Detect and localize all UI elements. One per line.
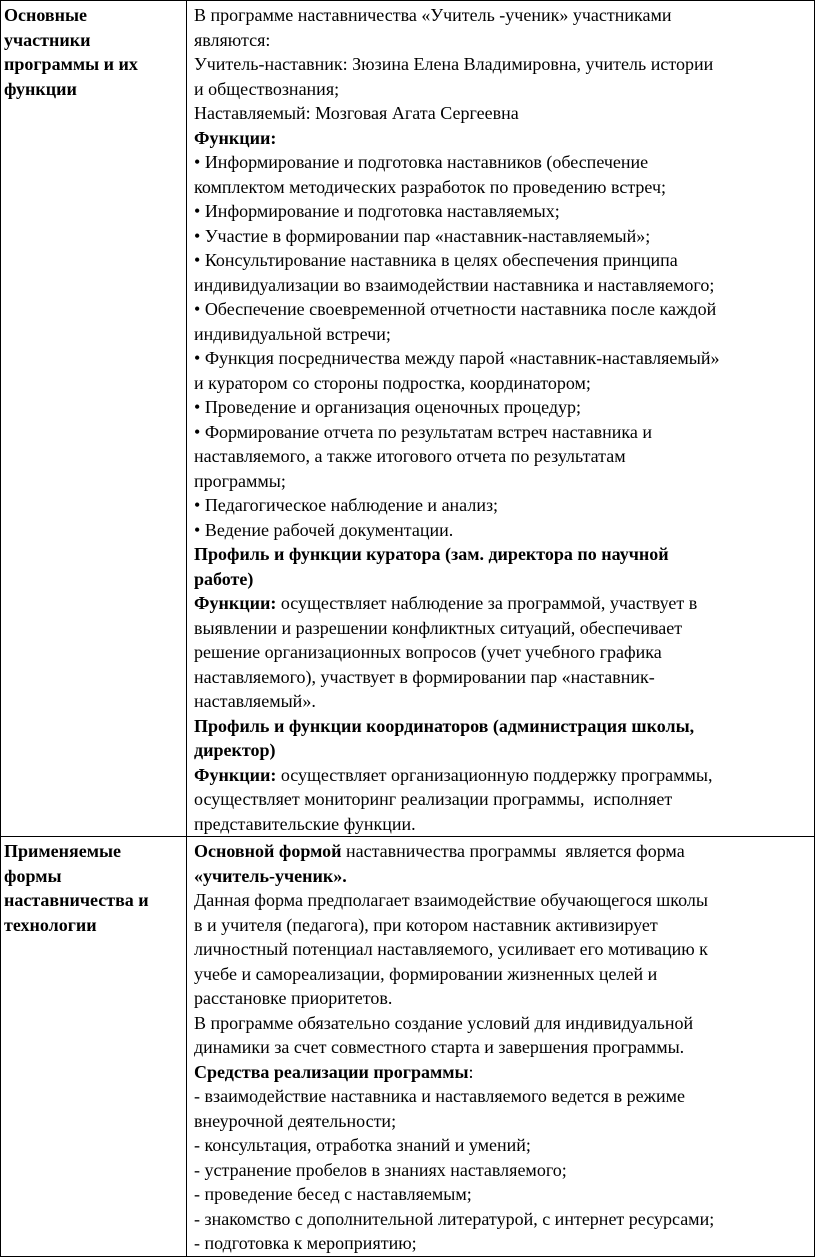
text: Наставляемый: Мозговая Агата Сергеевна	[194, 103, 519, 123]
text: Ведение рабочей документации.	[204, 519, 454, 540]
text: наставляемого, а также итогового отчета по результатам	[194, 446, 626, 466]
text-line	[194, 395, 810, 420]
text: расстановке приоритетов.	[194, 988, 393, 1008]
text: динамики за счет совместного старта и завершения программы.	[194, 1037, 685, 1057]
text: учебе и самореализации, формировании жизненных целей и	[194, 963, 658, 984]
text-line	[194, 591, 810, 616]
text-line	[194, 763, 810, 788]
bold-text: работе)	[194, 568, 254, 589]
bullet-icon: •	[194, 152, 205, 172]
text-line	[194, 640, 810, 665]
text-line	[194, 1158, 810, 1183]
text: внеурочной деятельности;	[194, 1110, 397, 1131]
text-line	[194, 787, 810, 812]
bold-text: Профиль и функции координаторов (администрация школы,	[194, 715, 695, 736]
text: - консультация, отработка знаний и умений;	[194, 1135, 531, 1155]
text-line	[194, 1109, 810, 1134]
text-line	[194, 839, 810, 864]
heading-line: Основные	[4, 5, 88, 25]
heading-line: функции	[4, 78, 77, 99]
text: В программе наставничества «Учитель -ученик» участниками	[194, 5, 672, 25]
row-content	[187, 837, 814, 1256]
heading-line: участники	[4, 29, 91, 50]
heading-line: наставничества и	[4, 890, 149, 910]
text-line	[194, 962, 810, 987]
text-line	[194, 714, 810, 739]
bullet-icon: •	[194, 397, 205, 417]
bullet-icon: •	[194, 225, 205, 246]
text-line	[194, 322, 810, 347]
text-line	[194, 28, 810, 53]
bold-text: «учитель-ученик».	[194, 865, 347, 886]
text: наставничества программы является форма	[341, 841, 685, 861]
heading-line: формы	[4, 865, 62, 886]
text-line	[194, 665, 810, 690]
text-line	[194, 493, 810, 518]
text: решение организационных вопросов (учет учебного графика	[194, 642, 662, 662]
text: индивидуальной встречи;	[194, 323, 391, 344]
text: осуществляет мониторинг реализации программы, исполняет	[194, 789, 673, 809]
text: В программе обязательно создание условий для индивидуальной	[194, 1012, 694, 1033]
text-line	[194, 913, 810, 938]
text: осуществляет наблюдение за программой, участвует в	[276, 593, 698, 613]
text: - знакомство с дополнительной литературой, с интернет ресурсами;	[194, 1208, 715, 1229]
text-line	[194, 52, 810, 77]
text: - устранение пробелов в знаниях наставляемого;	[194, 1159, 567, 1180]
text-line	[194, 738, 810, 763]
row-heading	[1, 1, 186, 101]
text-line	[194, 297, 810, 322]
text: программы;	[194, 470, 286, 491]
text-line	[194, 1133, 810, 1158]
text-line	[194, 1060, 810, 1085]
bold-text: Профиль и функции куратора (зам. директора по научной	[194, 544, 669, 564]
text-line	[194, 77, 810, 102]
text-line	[194, 616, 810, 641]
bold-text: Функции:	[194, 593, 277, 613]
text-line	[194, 444, 810, 469]
text-line	[194, 1207, 810, 1232]
row-content-cell	[187, 1, 815, 837]
bullet-icon: •	[194, 519, 205, 540]
text-line	[194, 273, 810, 298]
text: - подготовка к мероприятию;	[194, 1233, 417, 1253]
text: Педагогическое наблюдение и анализ;	[204, 495, 499, 515]
text: индивидуализации во взаимодействии наставника и наставляемого;	[194, 274, 715, 295]
text-line	[194, 888, 810, 913]
heading-line: технологии	[4, 914, 97, 935]
text: Консультирование наставника в целях обеспечения принципа	[204, 250, 678, 270]
text-line	[194, 1182, 810, 1207]
text-line	[194, 346, 810, 371]
text-line	[194, 518, 810, 543]
bullet-icon: •	[194, 299, 205, 319]
text: являются:	[194, 29, 271, 50]
text: наставляемого), участвует в формировании пар «наставник-	[194, 666, 655, 687]
text: Информирование и подготовка наставников (обеспечение	[204, 152, 649, 172]
text: Данная форма предполагает взаимодействие обучающегося школы	[194, 890, 708, 910]
text-line	[194, 864, 810, 889]
text-line	[194, 1011, 810, 1036]
text: комплектом методических разработок по проведению встреч;	[194, 176, 667, 197]
text: и куратором со стороны подростка, координатором;	[194, 372, 591, 393]
bold-text: Функции:	[194, 127, 277, 148]
text-line	[194, 542, 810, 567]
text-line	[194, 101, 810, 126]
text: и обществознания;	[194, 78, 340, 99]
text: в и учителя (педагога), при котором наставник активизирует	[194, 914, 658, 935]
table-row-forms	[1, 837, 815, 1257]
text-line	[194, 150, 810, 175]
text: Участие в формировании пар «наставник-наставляемый»;	[204, 225, 651, 246]
text-line	[194, 126, 810, 151]
text-line	[194, 1231, 810, 1256]
text: выявлении и разрешении конфликтных ситуаций, обеспечивает	[194, 617, 683, 638]
text: - взаимодействие наставника и наставляемого ведется в режиме	[194, 1086, 686, 1106]
heading-line: Применяемые	[4, 841, 122, 861]
table-row-participants	[1, 1, 815, 837]
row-content	[187, 1, 814, 836]
row-heading-cell	[1, 1, 187, 837]
text-line	[194, 986, 810, 1011]
text-line	[194, 937, 810, 962]
text: Проведение и организация оценочных процедур;	[204, 397, 582, 417]
row-heading-cell	[1, 837, 187, 1257]
text: Информирование и подготовка наставляемых;	[204, 201, 560, 221]
bold-text: директор)	[194, 740, 276, 760]
text: наставляемый».	[194, 691, 316, 711]
text: :	[468, 1061, 474, 1082]
row-content-cell	[187, 837, 815, 1257]
bullet-icon: •	[194, 201, 205, 221]
text: личностный потенциал наставляемого, усиливает его мотивацию к	[194, 939, 708, 959]
heading-line: программы и их	[4, 54, 138, 74]
text-line	[194, 371, 810, 396]
text: - проведение бесед с наставляемым;	[194, 1184, 472, 1204]
text: осуществляет организационную поддержку программы,	[276, 764, 713, 785]
text: Учитель-наставник: Зюзина Елена Владимировна, учитель истории	[194, 54, 714, 74]
text-line	[194, 175, 810, 200]
text-line	[194, 689, 810, 714]
bold-text: Средства реализации программы	[194, 1061, 469, 1082]
text-line	[194, 1084, 810, 1109]
text-line	[194, 567, 810, 592]
text-line	[194, 420, 810, 445]
text: Функция посредничества между парой «наставник-наставляемый»	[204, 348, 720, 368]
text-line	[194, 1035, 810, 1060]
text-line	[194, 812, 810, 837]
bullet-icon: •	[194, 421, 205, 442]
text-line	[194, 224, 810, 249]
row-heading	[1, 837, 186, 937]
text: Формирование отчета по результатам встреч наставника и	[204, 421, 653, 442]
text-line	[194, 248, 810, 273]
bold-text: Функции:	[194, 764, 277, 785]
bullet-icon: •	[194, 495, 205, 515]
text-line	[194, 199, 810, 224]
text: представительские функции.	[194, 813, 416, 834]
bold-text: Основной формой	[194, 841, 342, 861]
text-line	[194, 469, 810, 494]
bullet-icon: •	[194, 250, 205, 270]
text-line	[194, 3, 810, 28]
bullet-icon: •	[194, 348, 205, 368]
text: Обеспечение своевременной отчетности наставника после каждой	[204, 299, 717, 319]
